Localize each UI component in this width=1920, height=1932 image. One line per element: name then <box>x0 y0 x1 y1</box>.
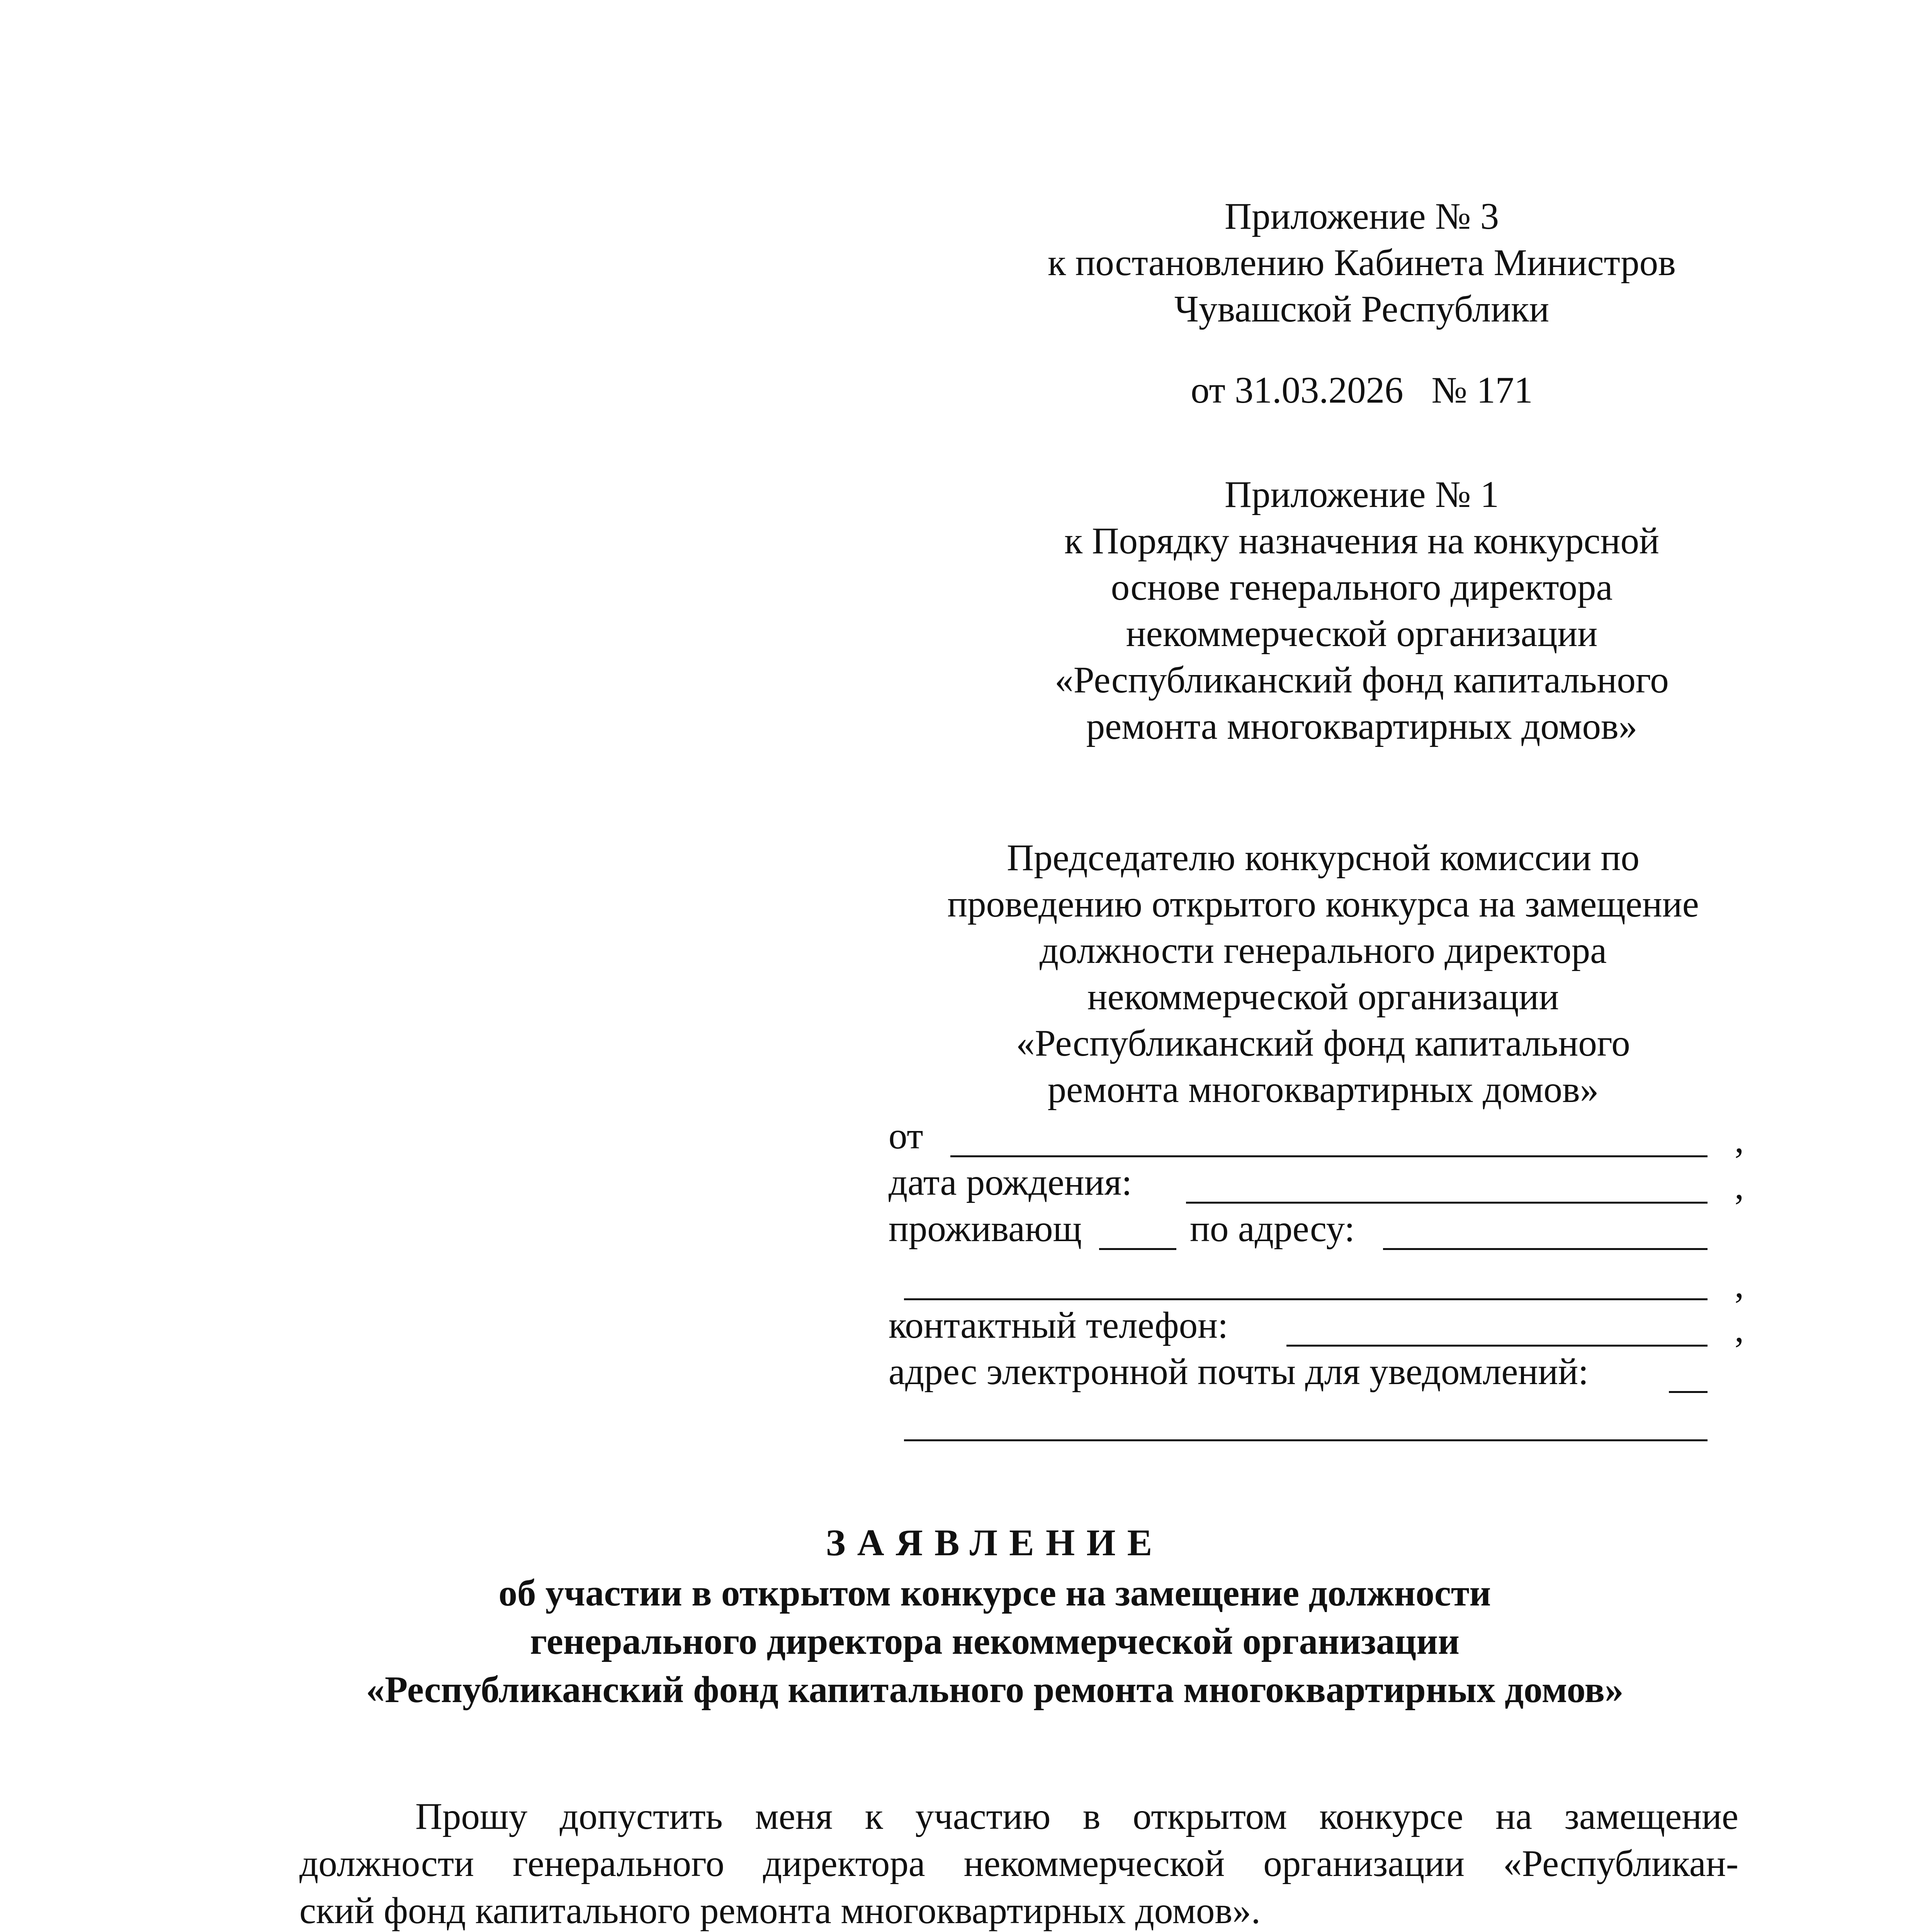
appendix-3-line: к постановлению Кабинета Министров <box>1048 242 1676 283</box>
appendix-3-line: Чувашской Республики <box>1174 288 1550 330</box>
address-line-1[interactable] <box>1383 1248 1708 1250</box>
body-paragraph-line: ский фонд капитального ремонта многоквартирных домов». <box>299 1890 1261 1931</box>
birth-date-label: дата рождения: <box>889 1162 1132 1203</box>
appendix-1-line: к Порядку назначения на конкурсной <box>1064 520 1659 561</box>
phone-label: контактный телефон: <box>889 1304 1228 1346</box>
appendix-1-line: основе генерального директора <box>1111 566 1613 608</box>
from-name-line[interactable] <box>950 1155 1708 1157</box>
addressee-line: ремонта многоквартирных домов» <box>1047 1069 1599 1110</box>
statement-subtitle-line: генерального директора некоммерческой организации <box>530 1621 1460 1662</box>
residing-prefix: проживающ <box>889 1208 1082 1249</box>
addressee-line: проведению открытого конкурса на замещение <box>947 883 1699 925</box>
body-paragraph-line: Прошу допустить меня к участию в открытом конкурсе на замещение <box>415 1796 1738 1837</box>
phone-line[interactable] <box>1286 1345 1708 1347</box>
appendix-1-line: Приложение № 1 <box>1224 474 1499 515</box>
decree-date-number: от 31.03.2026 № 171 <box>1191 369 1533 411</box>
addressee-line: «Республиканский фонд капитального <box>1016 1022 1630 1064</box>
statement-subtitle-line: «Республиканский фонд капитального ремонта многоквартирных домов» <box>366 1669 1624 1710</box>
statement-subtitle-line: об участии в открытом конкурсе на замещение должности <box>498 1572 1491 1614</box>
comma: , <box>1735 1119 1744 1160</box>
appendix-3-line: Приложение № 3 <box>1224 196 1499 237</box>
email-line-2[interactable] <box>904 1439 1708 1441</box>
body-paragraph-line: должности генерального директора некоммерческой организации «Республикан- <box>299 1843 1738 1884</box>
appendix-3-date <box>985 367 1738 413</box>
address-line-2[interactable] <box>904 1298 1708 1300</box>
comma: , <box>1735 1308 1744 1350</box>
comma: , <box>1735 1165 1744 1207</box>
addressee-line: должности генерального директора <box>1039 930 1607 971</box>
addressee-block <box>869 835 1777 1113</box>
appendix-1-line: некоммерческой организации <box>1126 613 1598 654</box>
appendix-1-line: ремонта многоквартирных домов» <box>1086 706 1638 747</box>
addressee-line: Председателю конкурсной комиссии по <box>1007 837 1640 878</box>
email-line-1[interactable] <box>1669 1391 1708 1393</box>
email-label: адрес электронной почты для уведомлений: <box>889 1351 1589 1392</box>
appendix-1-line: «Республиканский фонд капитального <box>1055 659 1669 701</box>
from-label: от <box>889 1115 923 1156</box>
appendix-3-header <box>985 193 1738 332</box>
gender-ending-line[interactable] <box>1099 1248 1176 1250</box>
birth-date-line[interactable] <box>1186 1202 1708 1204</box>
statement-title: ЗАЯВЛЕНИЕ <box>826 1522 1164 1563</box>
appendix-1-header <box>985 471 1738 750</box>
addressee-line: некоммерческой организации <box>1087 976 1559 1017</box>
address-label: по адресу: <box>1190 1208 1355 1249</box>
comma: , <box>1735 1264 1744 1305</box>
